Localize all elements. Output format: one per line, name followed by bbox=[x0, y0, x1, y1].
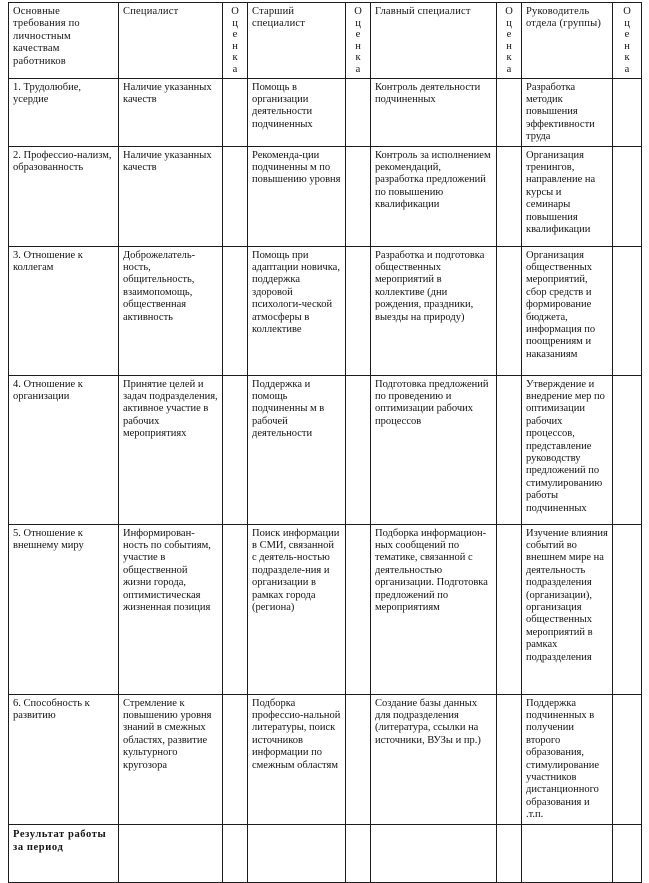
cell-specialist: Доброжелатель-ность, общительность, взаимопомощь, общественная активность bbox=[119, 246, 223, 375]
score-letter: е bbox=[506, 29, 512, 41]
cell-total-label: Результат работы за период bbox=[9, 824, 119, 882]
score-letter: а bbox=[506, 63, 512, 75]
cell-score-senior-specialist[interactable] bbox=[346, 694, 371, 824]
score-letter: к bbox=[506, 52, 512, 64]
cell-score-department-head[interactable] bbox=[613, 824, 642, 882]
cell-senior-specialist: Поиск информации в СМИ, связанной с деятель-ностью подразделе-ния и организации в рамках города (региона) bbox=[248, 524, 346, 694]
cell-senior-specialist: Поддержка и помощь подчиненны м в рабочей деятельности bbox=[248, 375, 346, 524]
cell-score-department-head[interactable] bbox=[613, 375, 642, 524]
cell-department-head: Изучение влияния событий во внешнем мире на деятельность подразделения (организации), организация общественных мероприятий в рамках подразделения bbox=[522, 524, 613, 694]
cell-score-specialist[interactable] bbox=[223, 824, 248, 882]
cell-requirement: 5. Отношение к внешнему миру bbox=[9, 524, 119, 694]
cell-score-specialist[interactable] bbox=[223, 375, 248, 524]
table-row bbox=[9, 375, 642, 524]
cell-score-senior-specialist[interactable] bbox=[346, 375, 371, 524]
score-letter: е bbox=[232, 29, 238, 41]
cell-score-department-head[interactable] bbox=[613, 524, 642, 694]
table-header bbox=[9, 3, 642, 79]
cell-score-chief-specialist[interactable] bbox=[497, 524, 522, 694]
score-letter: ц bbox=[624, 17, 630, 29]
personal-qualities-assessment-table bbox=[8, 2, 642, 883]
cell-department-head: Поддержка подчиненных в получении второго образования, стимулирование участников дистанционного образования и .т.п. bbox=[522, 694, 613, 824]
score-letter: О bbox=[354, 6, 362, 17]
cell-score-senior-specialist[interactable] bbox=[346, 524, 371, 694]
score-letter: О bbox=[505, 6, 513, 17]
cell-score-senior-specialist[interactable] bbox=[346, 78, 371, 146]
cell-specialist: Наличие указанных качеств bbox=[119, 78, 223, 146]
cell-specialist: Наличие указанных качеств bbox=[119, 146, 223, 246]
cell-senior-specialist: Помощь при адаптации новичка, поддержка здоровой психологи-ческой атмосферы в коллективе bbox=[248, 246, 346, 375]
cell-requirement: 3. Отношение к коллегам bbox=[9, 246, 119, 375]
cell-score-senior-specialist[interactable] bbox=[346, 246, 371, 375]
table-row bbox=[9, 78, 642, 146]
cell-chief-specialist: Контроль за исполнением рекомендаций, разработка предложений по повышению квалификации bbox=[371, 146, 497, 246]
cell-score-specialist[interactable] bbox=[223, 146, 248, 246]
cell-specialist: Принятие целей и задач подразделения, активное участие в рабочих мероприятиях bbox=[119, 375, 223, 524]
cell-department-head bbox=[522, 824, 613, 882]
score-letter: а bbox=[624, 63, 630, 75]
cell-score-specialist[interactable] bbox=[223, 694, 248, 824]
cell-score-chief-specialist[interactable] bbox=[497, 78, 522, 146]
cell-score-department-head[interactable] bbox=[613, 246, 642, 375]
score-letters-stack-4 bbox=[615, 6, 639, 76]
cell-chief-specialist bbox=[371, 824, 497, 882]
cell-chief-specialist: Создание базы данных для подразделения (литература, ссылки на источники, ВУЗы и пр.) bbox=[371, 694, 497, 824]
score-letter: а bbox=[232, 63, 238, 75]
cell-score-chief-specialist[interactable] bbox=[497, 146, 522, 246]
cell-requirement: 6. Способность к развитию bbox=[9, 694, 119, 824]
cell-specialist bbox=[119, 824, 223, 882]
cell-chief-specialist: Контроль деятельности подчиненных bbox=[371, 78, 497, 146]
cell-requirement: 4. Отношение к организации bbox=[9, 375, 119, 524]
cell-specialist: Стремление к повышению уровня знаний в смежных областях, развитие культурного кругозора bbox=[119, 694, 223, 824]
score-letter: к bbox=[232, 52, 238, 64]
table-row-total bbox=[9, 824, 642, 882]
cell-department-head: Разработка методик повышения эффективности труда bbox=[522, 78, 613, 146]
cell-score-specialist[interactable] bbox=[223, 524, 248, 694]
score-letter: ц bbox=[506, 17, 512, 29]
column-header-score-department-head bbox=[613, 3, 642, 79]
score-letter: н bbox=[232, 40, 238, 52]
cell-senior-specialist: Помощь в организации деятельности подчиненных bbox=[248, 78, 346, 146]
column-header-department-head: Руководитель отдела (группы) bbox=[522, 3, 613, 79]
cell-score-chief-specialist[interactable] bbox=[497, 824, 522, 882]
score-letter: е bbox=[355, 29, 361, 41]
column-header-score-specialist bbox=[223, 3, 248, 79]
cell-chief-specialist: Подготовка предложений по проведению и оптимизации рабочих процессов bbox=[371, 375, 497, 524]
score-letter: н bbox=[506, 40, 512, 52]
cell-department-head: Утверждение и внедрение мер по оптимизации рабочих процессов, представление руководству предложений по стимулированию работы подчиненных bbox=[522, 375, 613, 524]
score-letter: ц bbox=[232, 17, 238, 29]
score-letter: а bbox=[355, 63, 361, 75]
score-letter: н bbox=[624, 40, 630, 52]
cell-score-chief-specialist[interactable] bbox=[497, 694, 522, 824]
score-letter: к bbox=[624, 52, 630, 64]
cell-score-department-head[interactable] bbox=[613, 78, 642, 146]
score-letter: к bbox=[355, 52, 361, 64]
cell-department-head: Организация тренингов, направление на курсы и семинары повышения квалификации bbox=[522, 146, 613, 246]
column-header-chief-specialist: Главный специалист bbox=[371, 3, 497, 79]
cell-score-chief-specialist[interactable] bbox=[497, 375, 522, 524]
score-letter: ц bbox=[355, 17, 361, 29]
cell-specialist: Информирован-ность по событиям, участие в общественной жизни города, оптимистическая жизненная позиция bbox=[119, 524, 223, 694]
cell-senior-specialist bbox=[248, 824, 346, 882]
cell-chief-specialist: Разработка и подготовка общественных мероприятий в коллективе (дни рождения, праздники, выезды на природу) bbox=[371, 246, 497, 375]
column-header-requirements: Основные требования по личностным качествам работников bbox=[9, 3, 119, 79]
table-row bbox=[9, 694, 642, 824]
score-letter: е bbox=[624, 29, 630, 41]
score-letter: н bbox=[355, 40, 361, 52]
cell-score-specialist[interactable] bbox=[223, 78, 248, 146]
cell-score-senior-specialist[interactable] bbox=[346, 146, 371, 246]
cell-score-department-head[interactable] bbox=[613, 694, 642, 824]
score-letter: О bbox=[231, 6, 239, 17]
cell-senior-specialist: Подборка профессио-нальной литературы, поиск источников информации по смежным областям bbox=[248, 694, 346, 824]
score-letters-stack-2 bbox=[348, 6, 368, 76]
table-row bbox=[9, 246, 642, 375]
table-row bbox=[9, 524, 642, 694]
cell-requirement: 1. Трудолюбие, усердие bbox=[9, 78, 119, 146]
column-header-specialist: Специалист bbox=[119, 3, 223, 79]
score-letters-stack-3 bbox=[499, 6, 519, 76]
cell-score-chief-specialist[interactable] bbox=[497, 246, 522, 375]
cell-score-department-head[interactable] bbox=[613, 146, 642, 246]
cell-score-specialist[interactable] bbox=[223, 246, 248, 375]
score-letter: О bbox=[623, 6, 631, 17]
cell-score-senior-specialist[interactable] bbox=[346, 824, 371, 882]
cell-department-head: Организация общественных мероприятий, сбор средств и формирование бюджета, информация по поощрениям и наказаниям bbox=[522, 246, 613, 375]
cell-requirement: 2. Профессио-нализм, образованность bbox=[9, 146, 119, 246]
column-header-score-senior-specialist bbox=[346, 3, 371, 79]
header-row bbox=[9, 3, 642, 79]
score-letters-stack-1 bbox=[225, 6, 245, 76]
column-header-senior-specialist: Старший специалист bbox=[248, 3, 346, 79]
table-row bbox=[9, 146, 642, 246]
column-header-score-chief-specialist bbox=[497, 3, 522, 79]
cell-senior-specialist: Рекоменда-ции подчиненны м по повышению уровня bbox=[248, 146, 346, 246]
cell-chief-specialist: Подборка информацион-ных сообщений по тематике, связанной с деятельностью организации. Подготовка предложений по мероприятиям bbox=[371, 524, 497, 694]
table-body bbox=[9, 78, 642, 882]
